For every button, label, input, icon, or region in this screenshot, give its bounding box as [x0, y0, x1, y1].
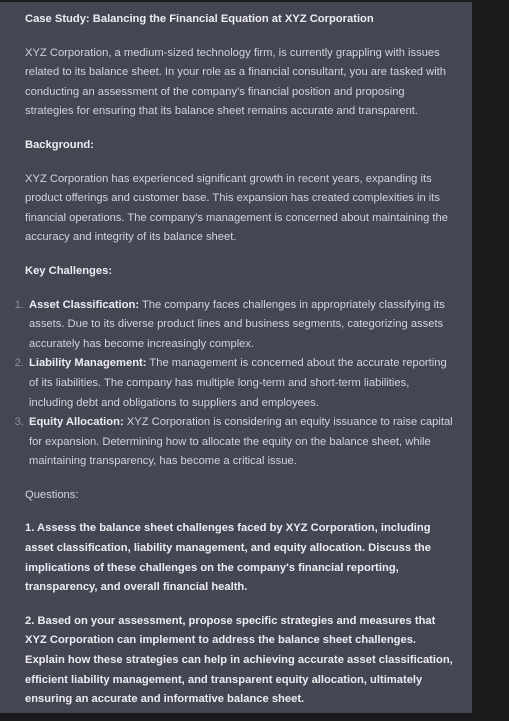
- list-number: 3.: [14, 416, 24, 429]
- message-panel: [0, 2, 472, 713]
- case-study-title: Case Study: Balancing the Financial Equation at XYZ Corporation: [25, 13, 374, 25]
- background-heading: Background:: [25, 138, 94, 151]
- questions-heading: Questions:: [25, 488, 79, 501]
- question-2: 2. Based on your assessment, propose specific strategies and measures that XYZ Corporation can implement to address the balance sheet challenges. Explain how these strategies can help in achieving accurate asset classification, efficient liability management, and transparent equity allocation, ultimately ensuring an accurate and informative balance sheet.: [25, 614, 453, 706]
- list-number: 1.: [14, 298, 24, 311]
- challenge-label: Asset Classification:: [29, 298, 140, 311]
- challenge-item: [14, 354, 455, 413]
- challenge-label: Equity Allocation:: [29, 416, 124, 429]
- challenges-heading: Key Challenges:: [25, 264, 113, 277]
- background-paragraph: XYZ Corporation has experienced significant growth in recent years, expanding its product offerings and customer base. This expansion has created complexities in its financial operations. The company's management is concerned about maintaining the accuracy and integrity of its balance sheet.: [25, 172, 448, 244]
- list-number: 2.: [14, 357, 24, 370]
- challenges-list: [14, 296, 455, 472]
- challenge-label: Liability Management:: [29, 357, 147, 370]
- challenge-item: [14, 296, 455, 355]
- challenge-text: XYZ Corporation is considering an equity issuance to raise capital for expansion. Determining how to allocate the equity on the balance sheet, while maintaining transparency, has become a critical issue.: [29, 416, 453, 468]
- challenge-text: The company faces challenges in appropriately classifying its assets. Due to its diverse product lines and business segments, categorizing assets accurately has become increasingly complex.: [29, 298, 445, 350]
- challenge-item: [14, 413, 455, 472]
- message-content: [14, 10, 455, 713]
- question-1: 1. Assess the balance sheet challenges faced by XYZ Corporation, including asset classification, liability management, and equity allocation. Discuss the implications of these challenges on the company's financial reporting, transparency, and overall financial health.: [25, 522, 431, 594]
- challenge-text: The management is concerned about the accurate reporting of its liabilities. The company has multiple long-term and short-term liabilities, including debt and obligations to suppliers and employees.: [29, 357, 447, 409]
- intro-paragraph: XYZ Corporation, a medium-sized technology firm, is currently grappling with issues related to its balance sheet. In your role as a financial consultant, you are tasked with conducting an assessment of the company's financial position and proposing strategies for ensuring that its balance sheet remains accurate and transparent.: [25, 46, 447, 118]
